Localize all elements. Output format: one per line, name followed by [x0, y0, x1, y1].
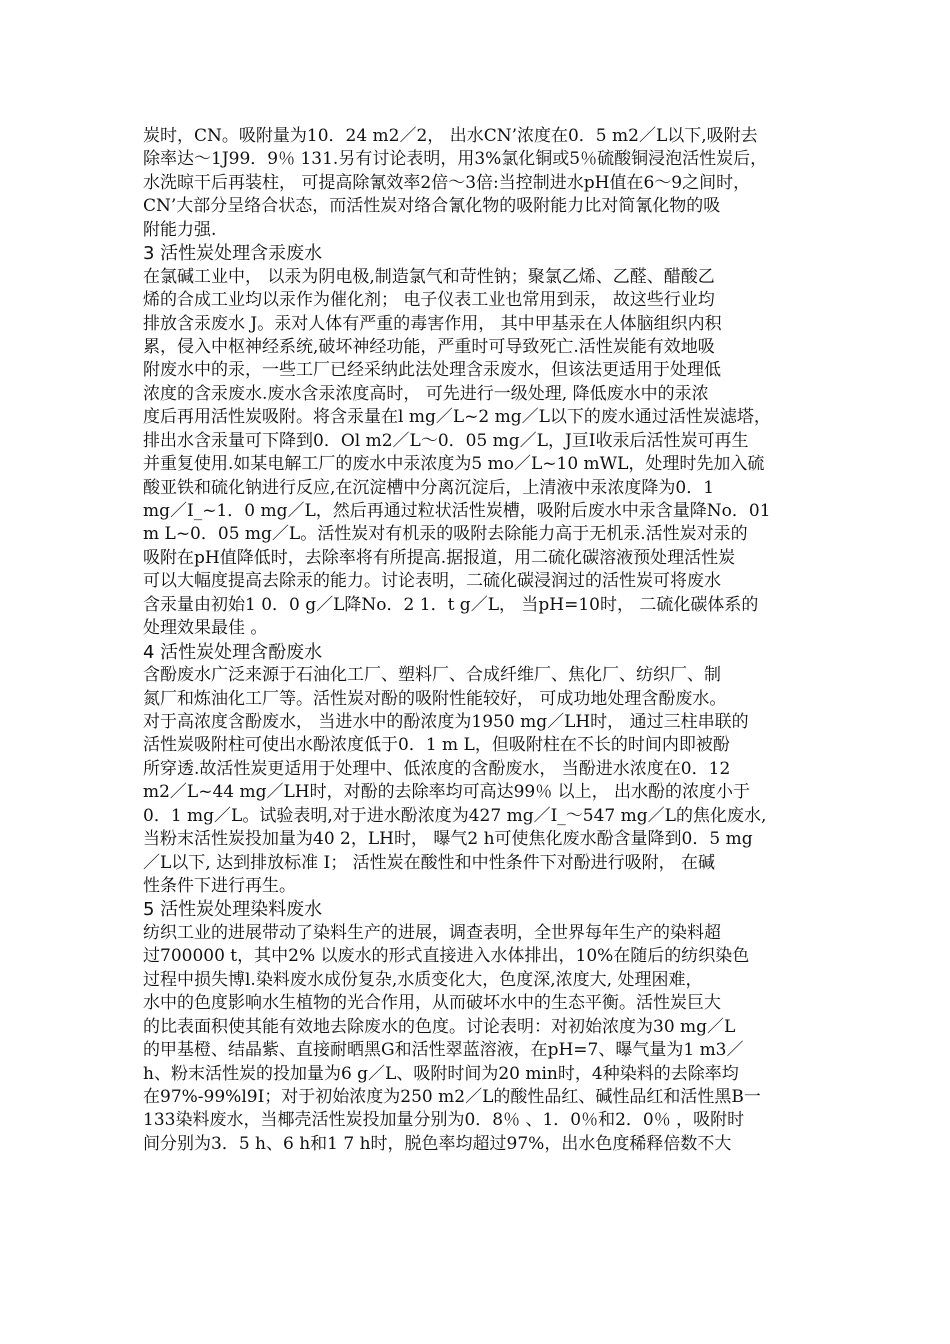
text-line: 在97%-99%l9I；对于初始浓度为250 m2／L的酸性品红、碱性品红和活性黑B一 — [143, 1086, 761, 1107]
text-line: 所穿透.故活性炭更适用于处理中、低浓度的含酚废水， 当酚进水浓度在0．12 — [143, 758, 731, 779]
text-line: 浓度的含汞废水.废水含汞浓度高时， 可先进行一级处理, 降低废水中的汞浓 — [143, 383, 709, 404]
text-line: 累，侵入中枢神经系统,破坏神经功能，严重时可导致死亡.活性炭能有效地吸 — [143, 336, 715, 357]
text-line: 含酚废水广泛来源于石油化工厂、塑料厂、合成纤维厂、焦化厂、纺织厂、制 — [143, 665, 721, 686]
text-line: m L~0．05 mg／L。活性炭对有机汞的吸附去除能力高于无机汞.活性炭对汞的 — [143, 524, 748, 545]
section-heading: 4 活性炭处理含酚废水 — [143, 641, 323, 663]
text-line: 可以大幅度提高去除汞的能力。讨论表明，二硫化碳浸润过的活性炭可将废水 — [143, 571, 721, 592]
text-line: 水洗晾干后再装柱， 可提高除氰效率2倍～3倍:当控制进水pH值在6～9之间时， — [143, 172, 751, 193]
text-line: 133染料废水，当椰壳活性炭投加量分别为0．8％ 、1．0％和2．0％ ，吸附时 — [143, 1110, 745, 1131]
text-line: 纺织工业的进展带动了染料生产的进展，调查表明，全世界每年生产的染料超 — [143, 922, 721, 943]
text-line: 并重复使用.如某电解工厂的废水中汞浓度为5 mo／L~10 mWL，处理时先加入硫 — [143, 454, 765, 475]
text-line: ／L以下, 达到排放标准 I； 活性炭在酸性和中性条件下对酚进行吸附， 在碱 — [143, 852, 716, 873]
document-page — [143, 125, 813, 1156]
text-line: 的比表面积使其能有效地去除废水的色度。讨论表明：对初始浓度为30 mg／L — [143, 1016, 736, 1037]
text-line: 活性炭吸附柱可使出水酚浓度低于0．1 m L，但吸附柱在不长的时间内即被酚 — [143, 735, 730, 756]
text-line: mg／I_~1．0 mg／L，然后再通过粒状活性炭槽，吸附后废水中汞含量降No．01 — [143, 501, 771, 521]
text-line: 水中的色度影响水生植物的光合作用，从而破坏水中的生态平衡。活性炭巨大 — [143, 993, 721, 1014]
text-line: 0．1 mg／L。试验表明,对于进水酚浓度为427 mg／I_～547 mg／L的焦化废水, — [143, 805, 767, 826]
text-line: 间分别为3．5 h、6 h和1 7 h时，脱色率均超过97%，出水色度稀释倍数不大 — [143, 1133, 732, 1154]
text-line: 除率达～1J99．9％ 131.另有讨论表明，用3%氯化铜或5％硫酸铜浸泡活性炭后， — [143, 149, 768, 170]
text-line: 酸亚铁和硫化钠进行反应,在沉淀槽中分离沉淀后，上清液中汞浓度降为0．1 — [143, 477, 715, 498]
section-heading: 5 活性炭处理染料废水 — [143, 899, 323, 921]
text-line: 排出水含汞量可下降到0．Ol m2／L～0．05 mg／L，J亘I收汞后活性炭可再生 — [143, 430, 749, 451]
text-line: 当粉末活性炭投加量为40 2，LH时， 曝气2 h可使焦化废水酚含量降到0．5 mg — [143, 829, 753, 850]
text-line: m2／L~44 mg／LH时，对酚的去除率均可高达99％ 以上， 出水酚的浓度小于 — [143, 782, 751, 803]
text-line: 附废水中的汞，一些工厂已经采纳此法处理含汞废水，但该法更适用于处理低 — [143, 360, 721, 381]
text-line: 附能力强. — [143, 219, 217, 240]
text-line: 性条件下进行再生。 — [143, 876, 296, 896]
text-line: h、粉末活性炭的投加量为6 g／L、吸附时间为20 min时，4种染料的去除率均 — [143, 1063, 739, 1084]
text-line: 的甲基橙、结晶紫、直接耐晒黑G和活性翠蓝溶液，在pH=7、曝气量为1 m3／ — [143, 1040, 744, 1061]
text-line: 排放含汞废水 J。汞对人体有严重的毒害作用， 其中甲基汞在人体脑组织内积 — [143, 313, 722, 334]
text-line: 度后再用活性炭吸附。将含汞量在l mg／L~2 mg／L以下的废水通过活性炭滤塔， — [143, 407, 771, 428]
text-line: CN’大部分呈络合状态，而活性炭对络合氰化物的吸附能力比对简氰化物的吸 — [143, 196, 721, 217]
text-line: 烯的合成工业均以汞作为催化剂； 电子仪表工业也常用到汞， 故这些行业均 — [143, 290, 715, 311]
text-line: 吸附在pH值降低时，去除率将有所提高.据报道，用二硫化碳溶液预处理活性炭 — [143, 547, 736, 568]
text-line: 处理效果最佳 。 — [143, 618, 268, 639]
text-line: 对于高浓度含酚废水， 当进水中的酚浓度为1950 mg／LH时， 通过三柱串联的 — [143, 711, 749, 732]
text-line: 在氯碱工业中， 以汞为阴电极,制造氯气和苛性钠；聚氯乙烯、乙醛、醋酸乙 — [143, 266, 715, 287]
text-line: 过程中损失博l.染料废水成份复杂,水质变化大，色度深,浓度大, 处理困难， — [143, 969, 703, 990]
text-line: 含汞量由初始1 0．0 g／L降No．2 1．t g／L， 当pH=10时， 二硫化碳体系的 — [143, 594, 759, 615]
text-line: 过700000 t，其中2% 以废水的形式直接进入水体排出，10%在随后的纺织染色 — [143, 946, 750, 967]
text-line: 氮厂和炼油化工厂等。活性炭对酚的吸附性能较好， 可成功地处理含酚废水。 — [143, 688, 727, 709]
section-heading: 3 活性炭处理含汞废水 — [143, 243, 323, 265]
text-line: 炭时，CN。吸附量为10．24 m2／2， 出水CN’浓度在0．5 m2／L以下,吸附去 — [143, 126, 758, 146]
